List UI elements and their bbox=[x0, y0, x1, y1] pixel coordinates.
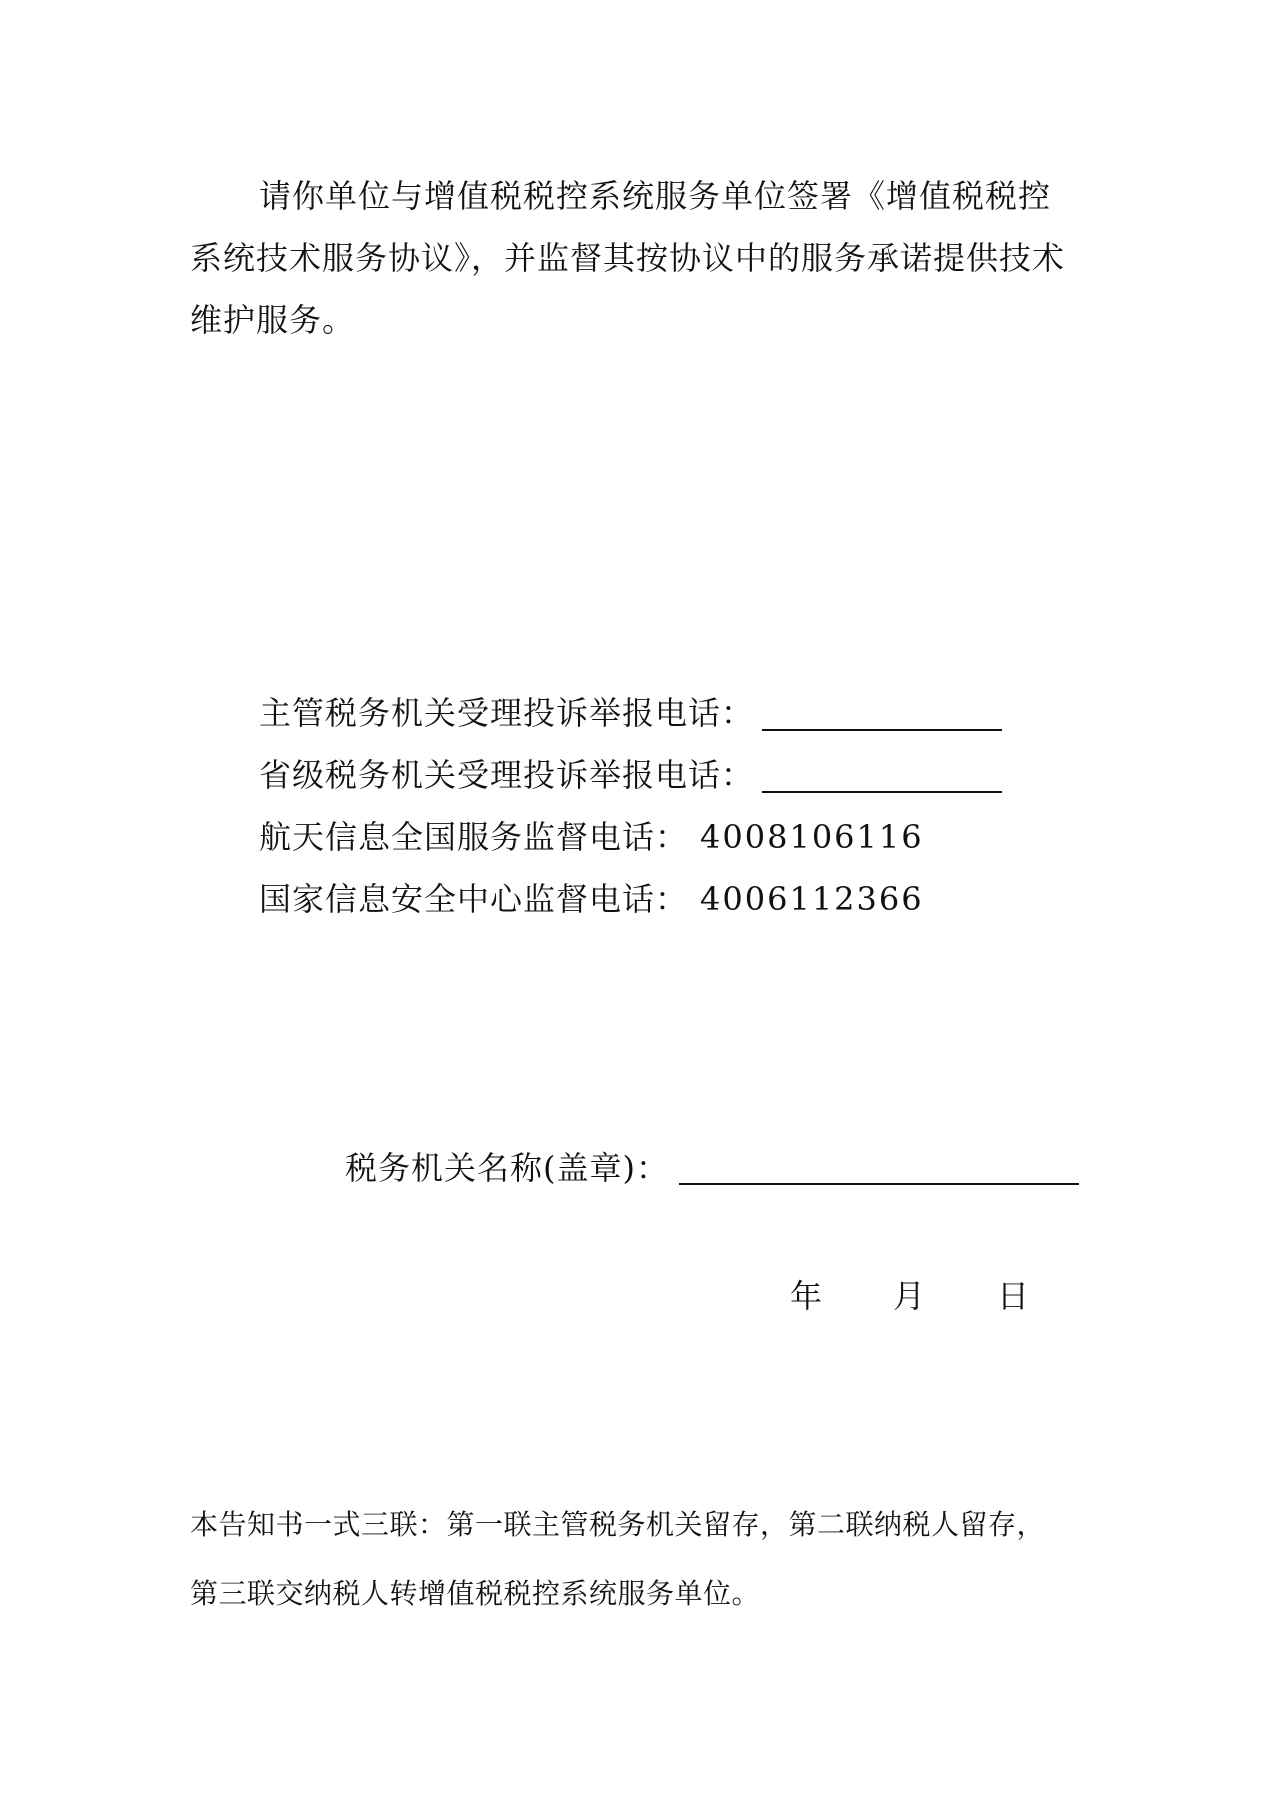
date-day-label: 日 bbox=[997, 1277, 1030, 1315]
date-month-label: 月 bbox=[893, 1277, 926, 1315]
footer-note bbox=[190, 1490, 1090, 1628]
contact-row-info-security-supervision bbox=[259, 868, 1059, 930]
contact-label: 主管税务机关受理投诉举报电话： bbox=[259, 694, 755, 732]
seal-blank-line bbox=[679, 1147, 1079, 1185]
contact-blank-line bbox=[762, 757, 1002, 793]
notice-line: 维护服务。 bbox=[190, 301, 356, 339]
contact-phone: 4008106116 bbox=[700, 818, 924, 856]
contact-label: 航天信息全国服务监督电话： bbox=[259, 818, 689, 856]
contact-label: 国家信息安全中心监督电话： bbox=[259, 880, 689, 918]
footer-line: 本告知书一式三联：第一联主管税务机关留存，第二联纳税人留存， bbox=[190, 1508, 1046, 1541]
tax-authority-seal-field bbox=[345, 1135, 1079, 1197]
contact-list bbox=[259, 682, 1059, 930]
seal-label: 税务机关名称(盖章)： bbox=[345, 1149, 669, 1187]
contact-row-provincial-tax-complaint bbox=[259, 744, 1059, 806]
contact-row-aisino-supervision bbox=[259, 806, 1059, 868]
notice-line: 请你单位与增值税税控系统服务单位签署《增值税税控 bbox=[259, 177, 1052, 215]
contact-blank-line bbox=[762, 695, 1002, 731]
contact-row-local-tax-complaint bbox=[259, 682, 1059, 744]
footer-line: 第三联交纳税人转增值税税控系统服务单位。 bbox=[190, 1577, 761, 1610]
contact-phone: 4006112366 bbox=[700, 880, 924, 918]
contact-label: 省级税务机关受理投诉举报电话： bbox=[259, 756, 755, 794]
notice-paragraph bbox=[190, 165, 1090, 351]
notice-line: 系统技术服务协议》，并监督其按协议中的服务承诺提供技术 bbox=[190, 239, 1066, 277]
date-year-label: 年 bbox=[790, 1277, 823, 1315]
